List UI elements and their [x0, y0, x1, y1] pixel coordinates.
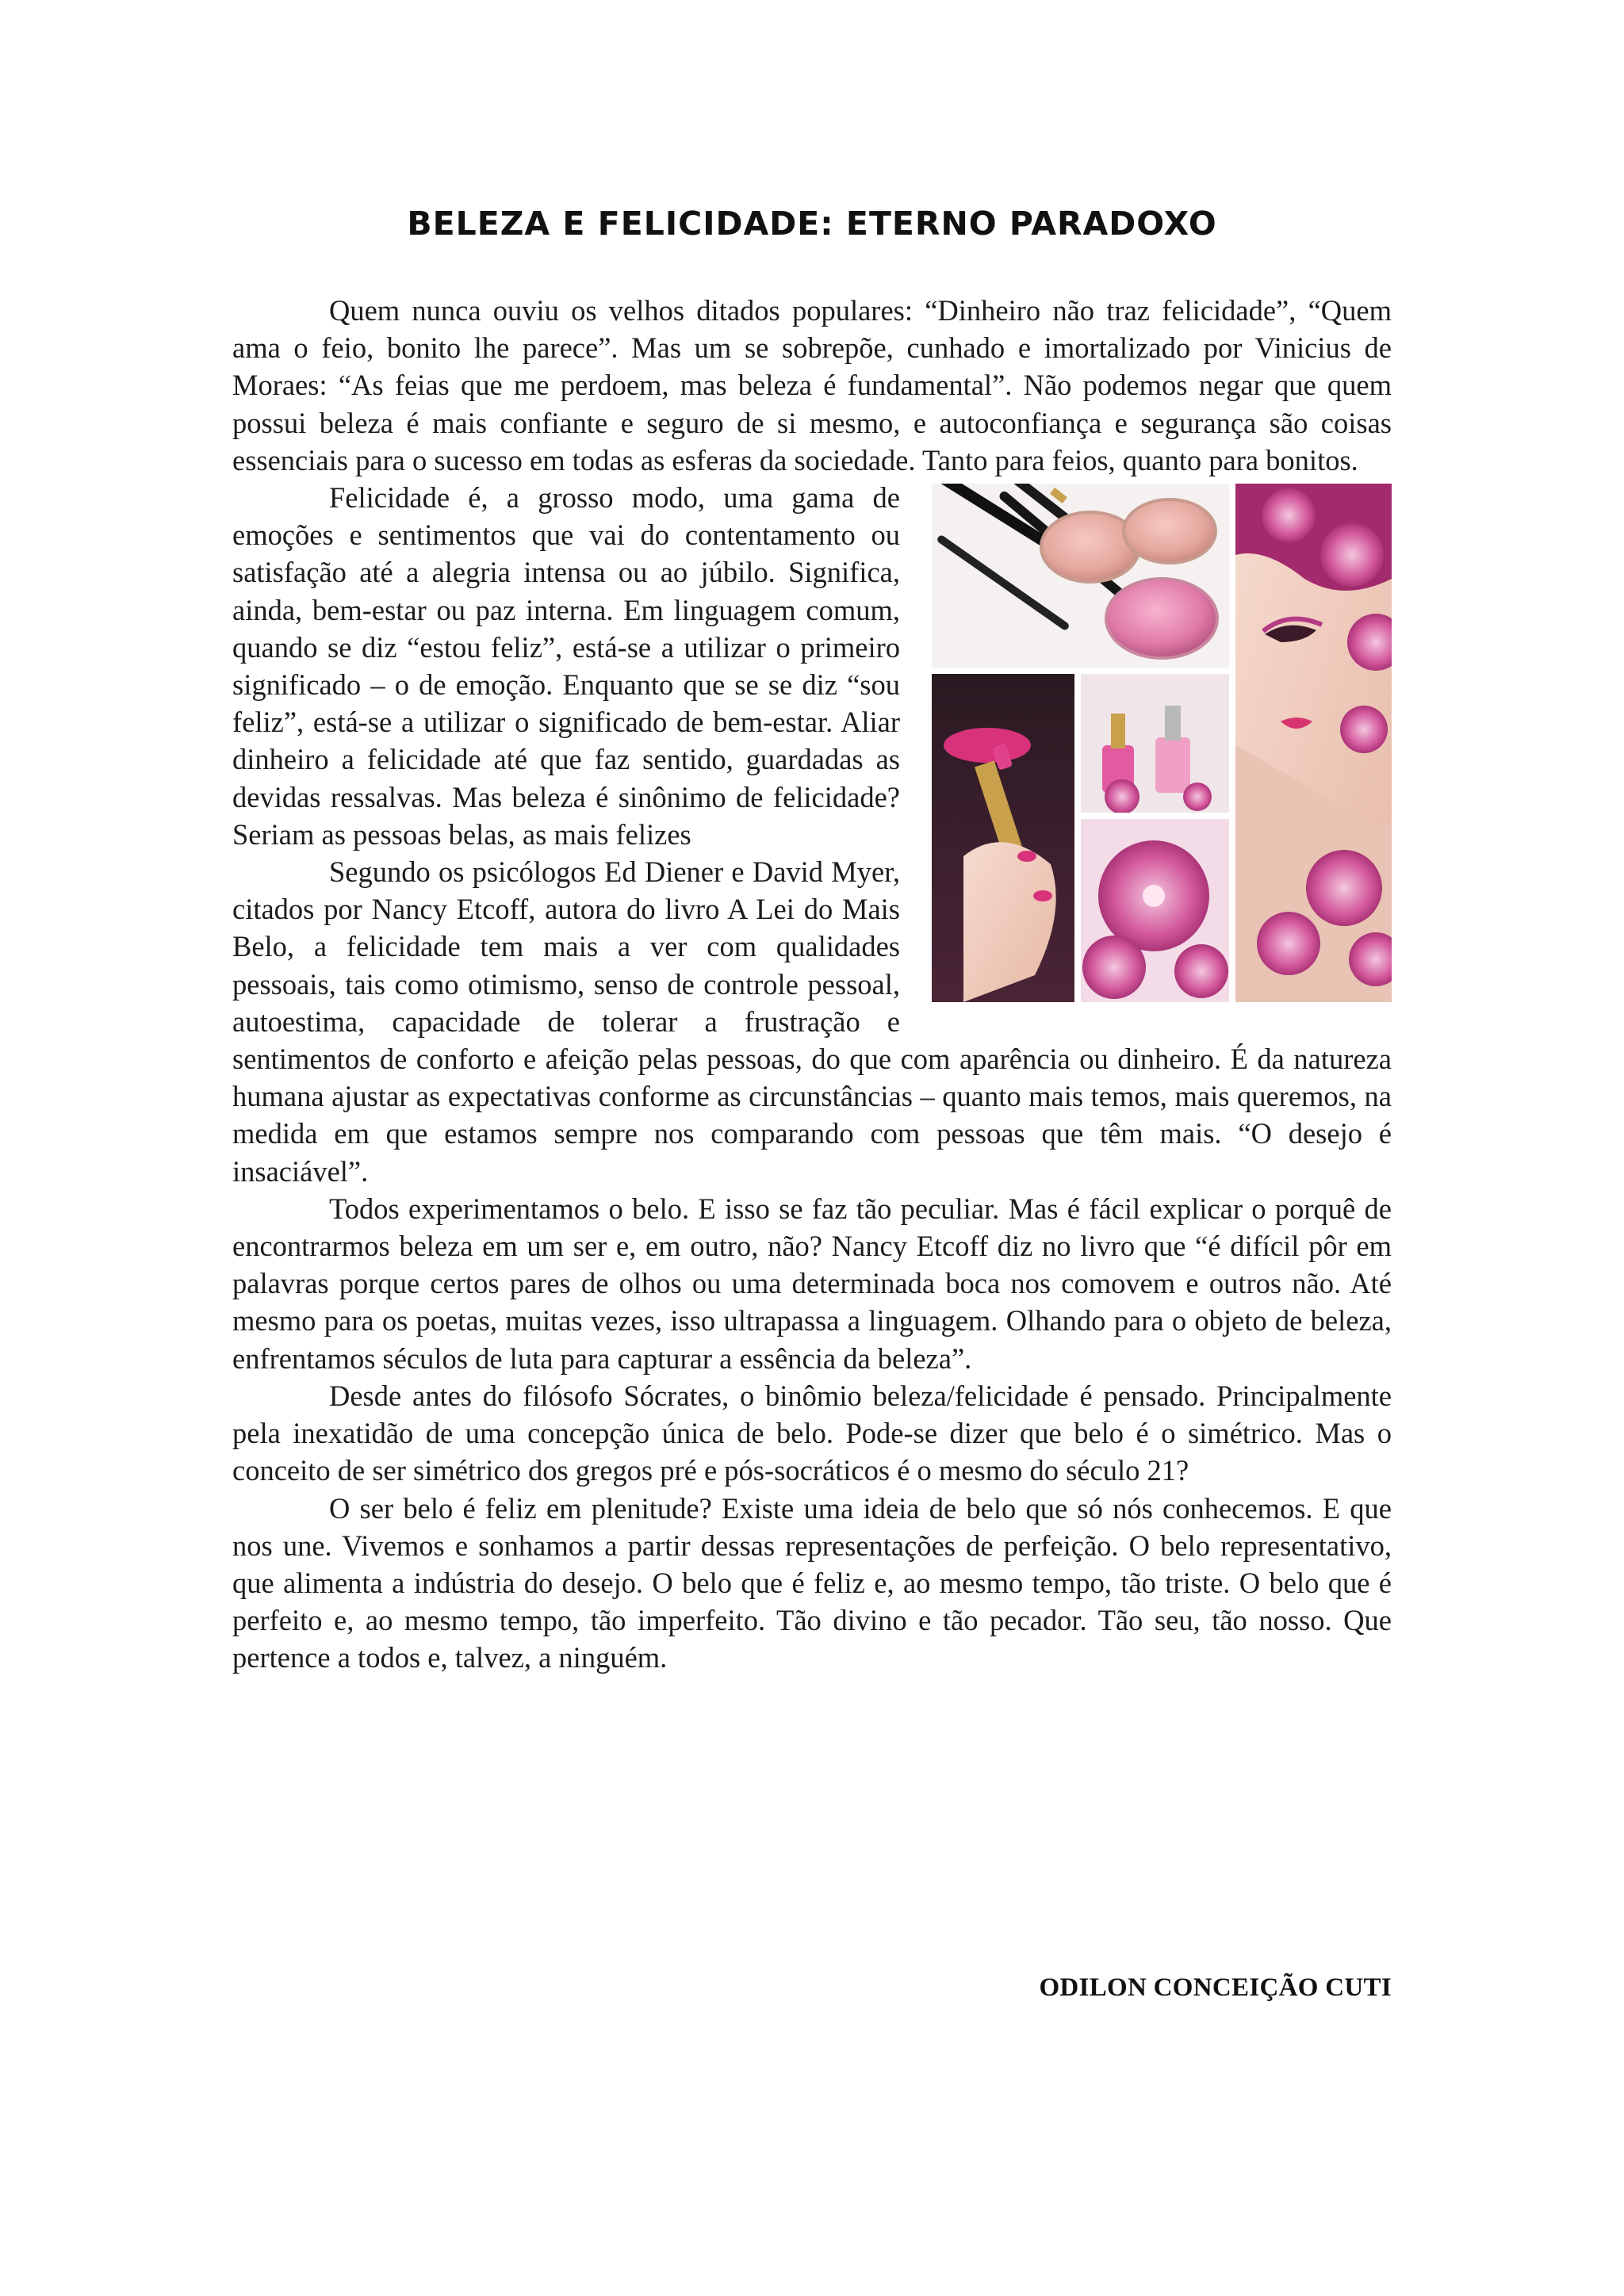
beauty-collage-image	[932, 484, 1392, 1002]
paragraph-1: Quem nunca ouviu os velhos ditados populares: “Dinheiro não traz felicidade”, “Quem ama o feio, bonito lhe parece”. Mas um se sobrepõe, cunhado e imortalizado por Vinicius de Moraes: “As feias que me perdoem, mas beleza é fundamental”. Não podemos negar que quem possui beleza é mais confiante e seguro de si mesmo, e autoconfiança e segurança são coisas essenciais para o sucesso em todas as esferas da sociedade. Tanto para feios, quanto para bonitos.	[232, 294, 1392, 476]
paragraph-5: Desde antes do filósofo Sócrates, o binômio beleza/felicidade é pensado. Principalmente pela inexatidão de uma concepção única de belo. Pode-se dizer que belo é o simétrico. Mas o conceito de ser simétrico dos gregos pré e pós-socráticos é o mesmo do século 21?	[232, 1379, 1392, 1487]
paragraph-3: Segundo os psicólogos Ed Diener e David Myer, citados por Nancy Etcoff, autora do livro A Lei do Mais Belo, a felicidade tem mais a ver com qualidades pessoais, tais como otimismo, senso de controle pessoal, autoestima, capacidade de tolerar a frustração e sentimentos de conforto e afeição pelas pessoas, do que com aparência ou dinheiro. É da natureza humana ajustar as expectativas conforme as circunstâncias – quanto mais temos, mais queremos, na medida em que estamos sempre nos comparando com pessoas que têm mais. “O desejo é insaciável”.	[232, 855, 1392, 1188]
article-body	[232, 292, 1392, 1677]
page-title: BELEZA E FELICIDADE: ETERNO PARADOXO	[407, 205, 1217, 243]
collage-picture	[932, 484, 1392, 1002]
paragraph-6: O ser belo é feliz em plenitude? Existe uma ideia de belo que só nós conhecemos. E que nos une. Vivemos e sonhamos a partir dessas representações de perfeição. O belo representativo, que alimenta a indústria do desejo. O belo que é feliz e, ao mesmo tempo, tão triste. O belo que é perfeito e, ao mesmo tempo, tão imperfeito. Tão divino e tão pecador. Tão seu, tão nosso. Que pertence a todos e, talvez, a ninguém.	[232, 1491, 1392, 1674]
paragraph-2: Felicidade é, a grosso modo, uma gama de emoções e sentimentos que vai do contentamento ou satisfação até a alegria intensa ou ao júbilo. Significa, ainda, bem-estar ou paz interna. Em linguagem comum, quando se diz “estou feliz”, está-se a utilizar o primeiro significado – o de emoção. Enquanto que se se diz “sou feliz”, está-se a utilizar o significado de bem-estar. Aliar dinheiro a felicidade até que faz sentido, guardadas as devidas ressalvas. Mas beleza é sinônimo de felicidade? Seriam as pessoas belas, as mais felizes	[232, 481, 900, 851]
paragraph-4: Todos experimentamos o belo. E isso se faz tão peculiar. Mas é fácil explicar o porquê de encontrarmos beleza em um ser e, em outro, não? Nancy Etcoff diz no livro que “é difícil pôr em palavras porque certos pares de olhos ou uma determinada boca nos comovem e outros não. Até mesmo para os poetas, muitas vezes, isso ultrapassa a linguagem. Olhando para o objeto de beleza, enfrentamos séculos de luta para capturar a essência da beleza”.	[232, 1192, 1392, 1375]
author-signature: ODILON CONCEIÇÃO CUTI	[1039, 1973, 1392, 2002]
